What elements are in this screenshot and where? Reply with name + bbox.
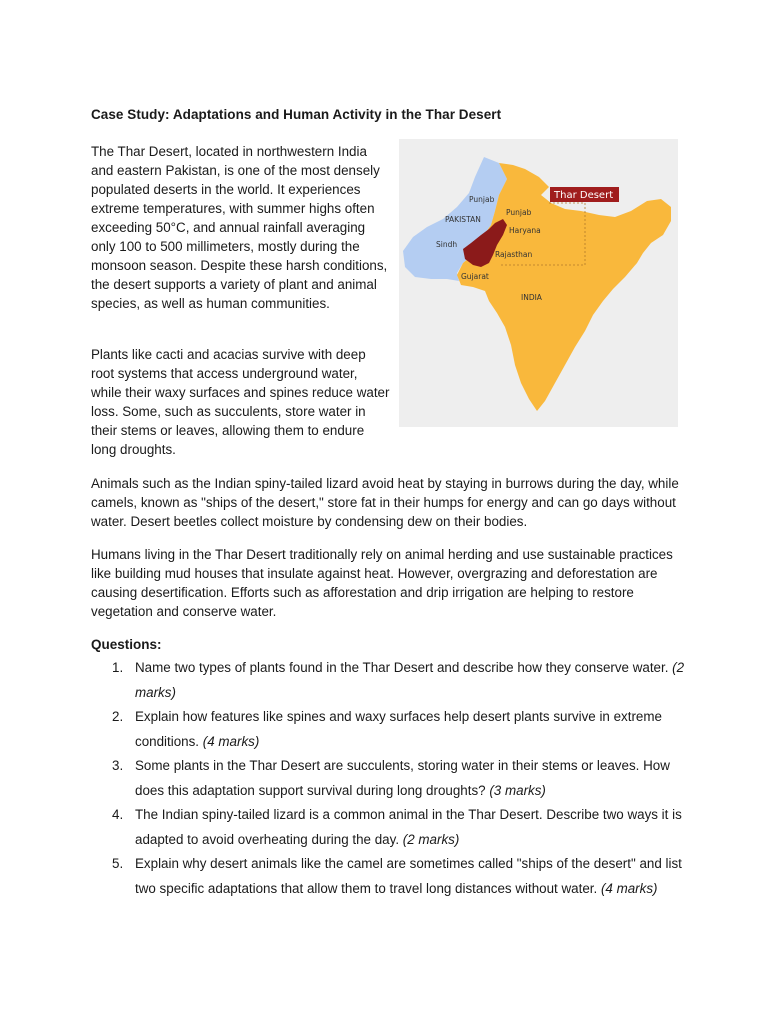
question-text: Explain why desert animals like the camel are sometimes called "ships of the desert" and list two specific adaptations that allow them to travel long distances without water. [135,856,682,896]
label-haryana: Haryana [509,226,541,235]
label-gujarat: Gujarat [461,272,489,281]
question-text: Explain how features like spines and waxy surfaces help desert plants survive in extreme conditions. [135,709,662,749]
question-text: The Indian spiny-tailed lizard is a common animal in the Thar Desert. Describe two ways it is adapted to avoid overheating during the day. [135,807,682,847]
question-marks: (3 marks) [489,782,546,798]
question-item [91,754,691,803]
question-number: 2. [112,709,124,724]
humans-paragraph: Humans living in the Thar Desert traditionally rely on animal herding and use sustainable practices like building mud houses that insulate against heat. However, overgrazing and deforestation are causing desertification. Efforts such as afforestation and drip irrigation are helping to restore vegetation and conserve water. [91,547,673,619]
animals-paragraph: Animals such as the Indian spiny-tailed lizard avoid heat by staying in burrows during the day, while camels, known as "ships of the desert," store fat in their humps for energy and can go days without water. Desert beetles collect moisture by condensing dew on their bodies. [91,476,679,529]
label-pakistan: PAKISTAN [445,215,481,224]
question-number: 5. [112,856,124,871]
intro-paragraph: The Thar Desert, located in northwestern India and eastern Pakistan, is one of the most densely populated deserts in the world. It experiences extreme temperatures, with summer highs often exceeding 50°C, and annual rainfall averaging only 100 to 500 millimeters, mostly during the monsoon season. Despite these harsh conditions, the desert supports a variety of plant and animal species, as well as human communities. [91,144,388,311]
question-item [91,705,691,754]
thar-desert-map [399,139,678,427]
question-text: Some plants in the Thar Desert are succulents, storing water in their stems or leaves. How does this adaptation support survival during long droughts? [135,758,670,798]
label-punjab-india: Punjab [506,208,532,217]
page-title: Case Study: Adaptations and Human Activity in the Thar Desert [91,107,502,122]
question-number: 3. [112,758,124,773]
question-item [91,656,691,705]
question-marks: (4 marks) [600,880,658,896]
question-marks: (2 marks) [135,660,685,700]
label-india: INDIA [521,293,542,302]
question-text: Name two types of plants found in the Thar Desert and describe how they conserve water. [135,660,673,675]
plants-paragraph: Plants like cacti and acacias survive with deep root systems that access underground water, while their waxy surfaces and spines reduce water loss. Some, such as succulents, store water in their stems or leaves, allowing them to endure long droughts. [91,347,390,457]
question-marks: (4 marks) [202,733,260,749]
question-marks: (2 marks) [402,831,460,847]
questions-heading: Questions: [91,637,162,652]
question-number: 4. [112,807,124,822]
question-item [91,803,691,852]
label-punjab-pakistan: Punjab [469,195,495,204]
label-sindh: Sindh [436,240,458,249]
label-rajasthan: Rajasthan [495,250,533,259]
callout-label: Thar Desert [554,190,614,201]
questions-list [91,656,691,901]
question-number: 1. [112,660,124,675]
question-item [91,852,691,901]
